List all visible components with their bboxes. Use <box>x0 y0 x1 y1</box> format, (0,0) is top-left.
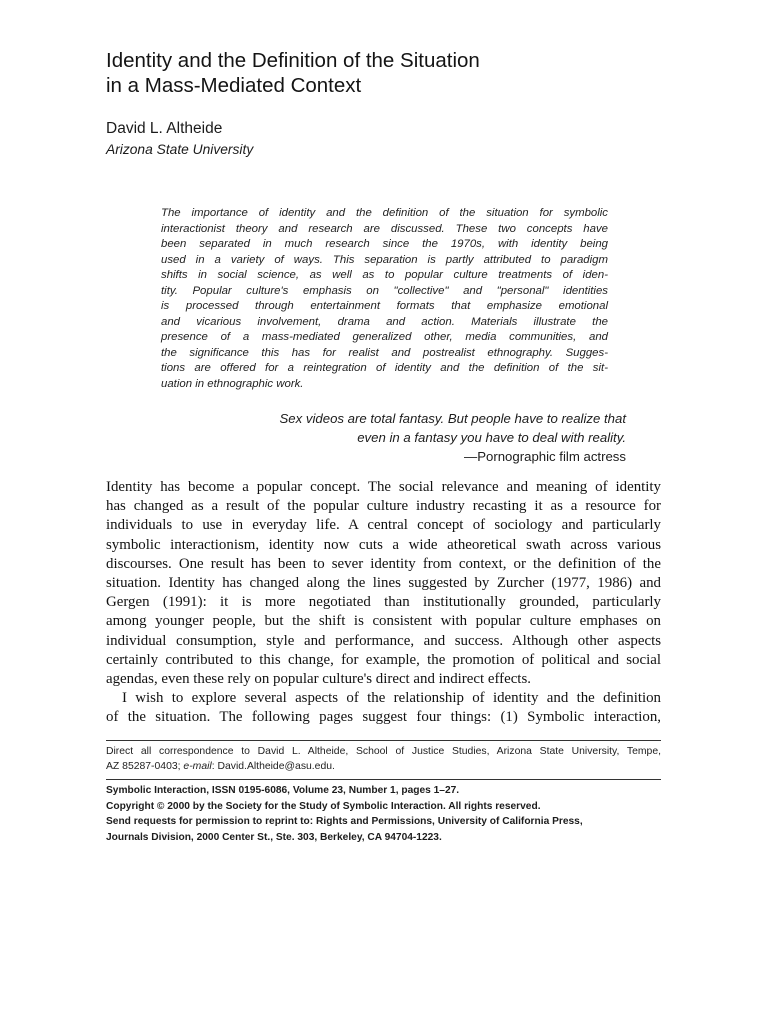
body-line: among younger people, but the shift is consistent with popular culture emphases on <box>106 613 661 630</box>
epigraph <box>200 409 626 466</box>
body-line: situation. Identity has changed along the lines suggested by Zurcher (1977, 1986) and <box>106 575 661 592</box>
abstract-line: the significance this has for realist and postrealist ethnography. Sugges- <box>161 346 608 359</box>
body-line: agendas, even these rely on popular culture's direct and indirect effects. <box>106 671 531 688</box>
body-line: of the situation. The following pages suggest four things: (1) Symbolic interaction, <box>106 709 661 726</box>
abstract-line: is processed through entertainment formats that emphasize emotional <box>161 300 608 313</box>
body-line: Identity has become a popular concept. The social relevance and meaning of identity <box>106 479 661 495</box>
correspondence-footnote <box>106 744 661 774</box>
body-line: Gergen (1991): it is more negotiated than institutionally grounded, particularly <box>106 594 661 611</box>
epigraph-line: even in a fantasy you have to deal with reality. <box>357 430 626 445</box>
footnote-email: : David.Altheide@asu.edu. <box>211 761 335 772</box>
epigraph-line: Sex videos are total fantasy. But people have to realize that <box>279 411 626 426</box>
abstract-line: shifts in social science, as well as to popular culture treatments of iden- <box>161 269 608 282</box>
footnote-line: Direct all correspondence to David L. Altheide, School of Justice Studies, Arizona State University, Tempe, <box>106 746 661 757</box>
body-line: certainly contributed to this change, for example, the promotion of political and social <box>106 651 661 668</box>
email-label: e-mail <box>183 761 212 772</box>
footnote-divider <box>106 740 661 741</box>
body-line: individual consumption, style and performance, and success. Although other aspects <box>106 632 661 649</box>
abstract-line: used in a variety of ways. This separation is partly attributed to paradigm <box>161 253 608 266</box>
publication-line: Symbolic Interaction, ISSN 0195-6086, Volume 23, Number 1, pages 1–27. <box>106 785 460 796</box>
abstract-line: been separated in much research since the 1970s, with identity being <box>161 238 608 251</box>
body-line: symbolic interactionism, identity now cuts a wide atheoretical swath across various <box>106 536 661 553</box>
body-line: individuals to use in everyday life. A central concept of sociology and particularly <box>106 517 661 534</box>
body-line: discourses. One result has been to sever identity from context, or the definition of the <box>106 555 661 572</box>
publication-line: Send requests for permission to reprint to: Rights and Permissions, University of California Press, <box>106 816 583 827</box>
body-text <box>106 478 661 728</box>
footnote-address: AZ 85287-0403; <box>106 761 184 772</box>
abstract-line: The importance of identity and the definition of the situation for symbolic <box>161 207 608 219</box>
publication-line: Journals Division, 2000 Center St., Ste. 303, Berkeley, CA 94704-1223. <box>106 831 442 843</box>
body-line: I wish to explore several aspects of the relationship of identity and the definition <box>122 690 661 707</box>
abstract-line: tions are offered for a reintegration of identity and the definition of the sit- <box>161 362 608 375</box>
epigraph-source: —Pornographic film actress <box>464 449 626 464</box>
abstract-line: uation in ethnographic work. <box>161 378 304 391</box>
publication-info <box>106 783 661 845</box>
author-affiliation: Arizona State University <box>106 142 254 157</box>
body-line: has changed as a result of the popular culture industry recasting it as a resource for <box>106 498 661 515</box>
article-title <box>106 48 626 98</box>
title-line: Identity and the Definition of the Situation <box>106 49 480 72</box>
footnote-line <box>106 759 661 774</box>
abstract-line: tity. Popular culture's emphasis on "collective" and "personal" identities <box>161 284 608 297</box>
publication-divider <box>106 779 661 780</box>
author-name: David L. Altheide <box>106 120 223 137</box>
abstract <box>161 206 608 393</box>
abstract-line: and vicarious involvement, drama and action. Materials illustrate the <box>161 315 608 328</box>
title-line: in a Mass-Mediated Context <box>106 74 362 97</box>
publication-line: Copyright © 2000 by the Society for the Study of Symbolic Interaction. All rights reserved. <box>106 800 541 812</box>
abstract-line: interactionist theory and research are discussed. These two concepts have <box>161 222 608 235</box>
abstract-line: presence of a mass-mediated generalized other, media communities, and <box>161 331 608 344</box>
